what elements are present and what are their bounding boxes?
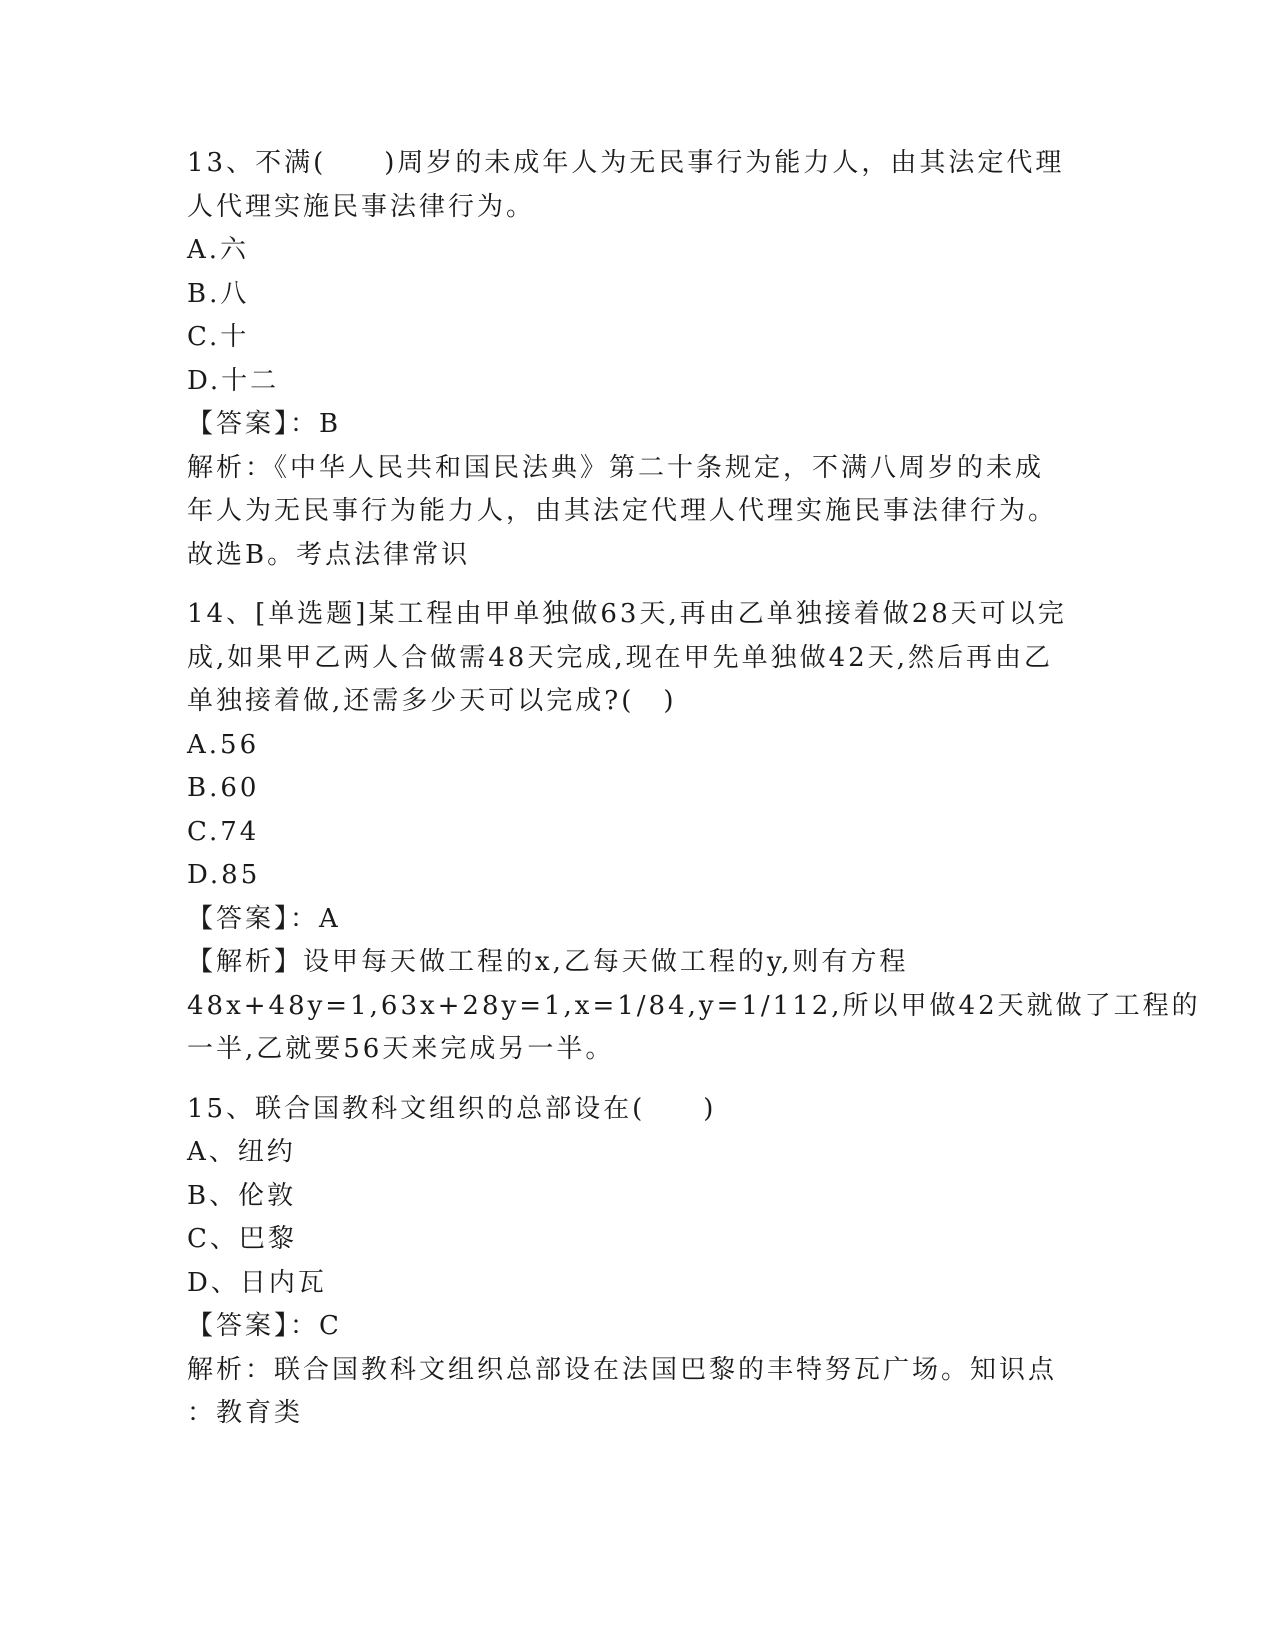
question-block [187, 593, 1201, 1072]
option-d: D、日内瓦 [187, 1267, 327, 1298]
analysis-line: 解析：联合国教科文组织总部设在法国巴黎的丰特努瓦广场。知识点 [187, 1354, 1058, 1385]
analysis-line: 48x+48y=1,63x+28y=1,x=1/84,y=1/112,所以甲做42天就做了工程的 [187, 990, 1201, 1021]
question-gap [187, 1072, 1087, 1088]
option-d: D.十二 [187, 365, 280, 396]
analysis-line: ：教育类 [187, 1398, 304, 1428]
option-d: D.85 [187, 860, 261, 890]
answer-line: 【答案】：A [187, 903, 341, 934]
question-block [187, 1088, 1087, 1436]
document-page [187, 142, 1201, 1436]
option-a: A.六 [187, 235, 250, 265]
question-stem-line: 13、不满( )周岁的未成年人为无民事行为能力人，由其法定代理 [187, 148, 1065, 178]
question-stem-line: 14、[单选题]某工程由甲单独做63天,再由乙单独接着做28天可以完 [187, 599, 1067, 629]
analysis-line: 一半,乙就要56天来完成另一半。 [187, 1034, 615, 1064]
option-b: B.60 [187, 773, 260, 803]
question-block [187, 142, 1087, 577]
question-stem-line: 15、联合国教科文组织的总部设在( ) [187, 1093, 717, 1124]
option-c: C.十 [187, 322, 250, 352]
option-a: A.56 [187, 729, 260, 760]
option-c: C、巴黎 [187, 1224, 297, 1254]
analysis-line: 故选B。考点法律常识 [187, 539, 471, 570]
answer-line: 【答案】：B [187, 409, 342, 439]
option-c: C.74 [187, 816, 260, 847]
answer-line: 【答案】：C [187, 1311, 342, 1341]
option-a: A、纽约 [187, 1137, 296, 1167]
question-gap [187, 577, 1087, 593]
analysis-line: 【解析】设甲每天做工程的x,乙每天做工程的y,则有方程 [187, 947, 909, 977]
analysis-line: 解析：《中华人民共和国民法典》第二十条规定，不满八周岁的未成 [187, 452, 1045, 483]
option-b: B、伦敦 [187, 1180, 297, 1211]
option-b: B.八 [187, 278, 250, 309]
question-stem-line: 单独接着做,还需多少天可以完成?( ) [187, 686, 677, 716]
analysis-line: 年人为无民事行为能力人，由其法定代理人代理实施民事法律行为。 [187, 496, 1058, 526]
question-stem-line: 人代理实施民事法律行为。 [187, 191, 536, 222]
question-stem-line: 成,如果甲乙两人合做需48天完成,现在甲先单独做42天,然后再由乙 [187, 642, 1053, 673]
